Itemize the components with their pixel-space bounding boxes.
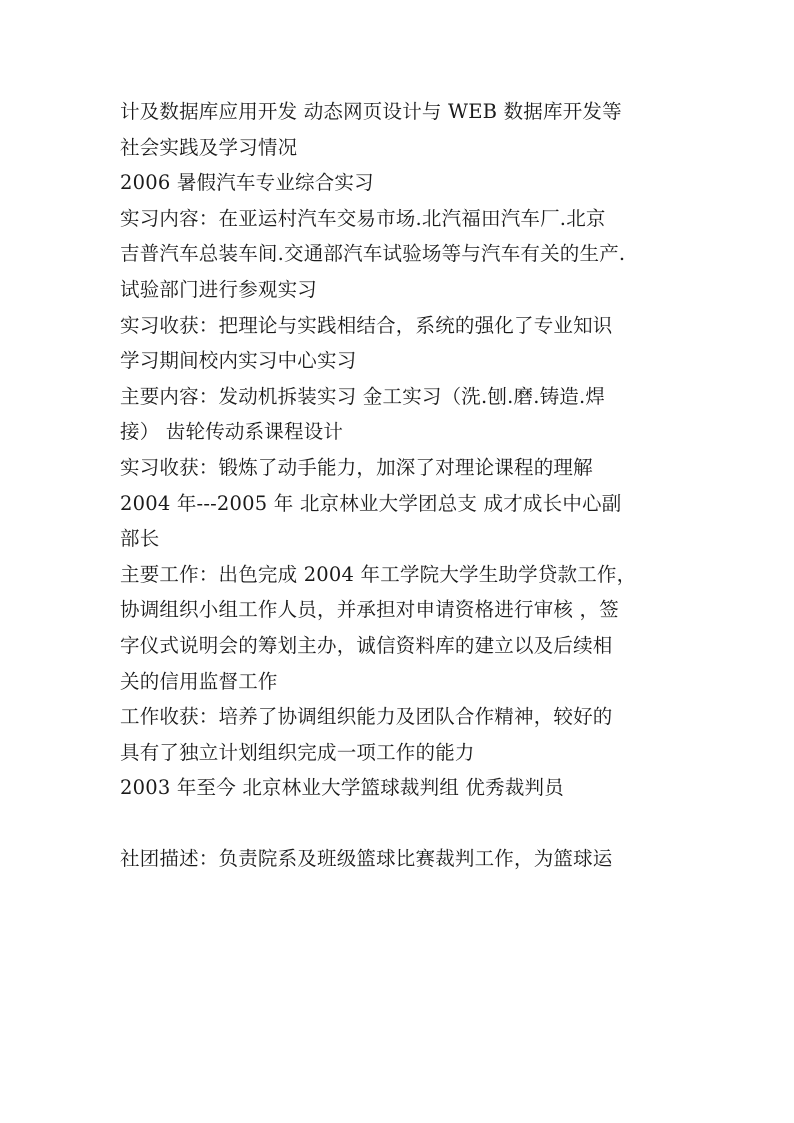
text-line: 实习收获：把理论与实践相结合，系统的强化了专业知识 [120, 313, 613, 337]
document-body [120, 94, 680, 877]
text-line: 实习内容：在亚运村汽车交易市场.北汽福田汽车厂.北京 [120, 206, 606, 230]
text-line: 工作收获：培养了协调组织能力及团队合作精神，较好的 [120, 705, 613, 729]
text-line: 吉普汽车总装车间.交通部汽车试验场等与汽车有关的生产. [120, 242, 626, 266]
text-line: 主要内容：发动机拆装实习 金工实习（洗.刨.磨.铸造.焊 [120, 384, 606, 408]
text-line: 学习期间校内实习中心实习 [120, 349, 357, 373]
text-line: 实习收获：锻炼了动手能力，加深了对理论课程的理解 [120, 455, 593, 479]
text-line: 字仪式说明会的筹划主办，诚信资料库的建立以及后续相 [120, 633, 613, 657]
text-line: 关的信用监督工作 [120, 669, 278, 693]
text-line: 具有了独立计划组织完成一项工作的能力 [120, 740, 475, 764]
text-line: 试验部门进行参观实习 [120, 277, 318, 301]
text-line: 2004 年---2005 年 北京林业大学团总支 成才成长中心副 [120, 491, 622, 515]
text-line: 接） 齿轮传动系课程设计 [120, 420, 344, 444]
text-line: 2006 暑假汽车专业综合实习 [120, 171, 374, 195]
text-line: 2003 年至今 北京林业大学篮球裁判组 优秀裁判员 [120, 776, 564, 800]
text-line: 主要工作：出色完成 2004 年工学院大学生助学贷款工作， [120, 562, 637, 586]
text-line: 社团描述：负责院系及班级篮球比赛裁判工作，为篮球运 [120, 847, 613, 871]
text-line: 计及数据库应用开发 动态网页设计与 WEB 数据库开发等 [120, 100, 622, 123]
section-heading: 社会实践及学习情况 [120, 135, 298, 159]
blank-line [120, 806, 680, 842]
text-line: 部长 [120, 527, 160, 551]
text-line: 协调组织小组工作人员，并承担对申请资格进行审核 ，签 [120, 598, 619, 622]
